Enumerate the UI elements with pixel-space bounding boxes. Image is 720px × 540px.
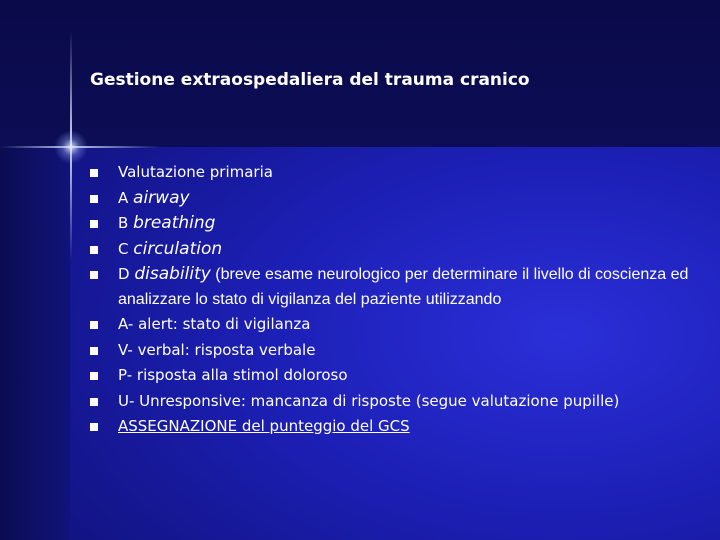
bullet-item [90,262,690,312]
bullet-marker-icon [90,423,98,431]
bullet-text: ASSEGNAZIONE del punteggio del GCS [118,416,410,435]
bullet-marker-icon [90,246,98,254]
bullet-item [90,237,690,263]
slide-title: Gestione extraospedaliera del trauma cranico [90,70,530,90]
bullet-text: U- Unresponsive: mancanza di risposte (segue valutazione pupille) [118,391,620,410]
bullet-detail: (breve esame neurologico per determinare il livello di coscienza ed analizzare lo stato di vigilanza del paziente utilizzando [118,266,689,308]
bullet-marker-icon [90,271,98,279]
bullet-item [90,211,690,237]
left-band [0,147,70,540]
bullet-item [90,363,690,389]
bullet-list [90,160,690,439]
bullet-text: P- risposta alla stimol doloroso [118,366,348,384]
bullet-marker-icon [90,347,98,355]
bullet-term: airway [133,187,190,208]
bullet-item [90,160,690,186]
bullet-text: V- verbal: risposta verbale [118,340,316,359]
bullet-prefix: B [118,214,134,232]
bullet-item [90,389,690,414]
bullet-marker-icon [90,398,98,406]
bullet-item [90,414,690,440]
bullet-marker-icon [90,220,98,228]
bullet-prefix: A [118,188,134,207]
bullet-text: A- alert: stato di vigilanza [118,315,311,333]
bullet-marker-icon [90,195,98,203]
bullet-marker-icon [90,321,98,329]
bullet-prefix: D [118,265,135,283]
light-flare-glow [54,130,88,164]
bullet-marker-icon [90,169,98,177]
bullet-term: circulation [133,238,223,259]
bullet-item [90,186,690,212]
bullet-item [90,312,690,338]
bullet-prefix: C [118,239,134,258]
bullet-term: disability [134,264,211,284]
bullet-text: Valutazione primaria [118,163,273,181]
bullet-term: breathing [133,213,216,233]
bullet-item [90,338,690,364]
bullet-marker-icon [90,372,98,380]
